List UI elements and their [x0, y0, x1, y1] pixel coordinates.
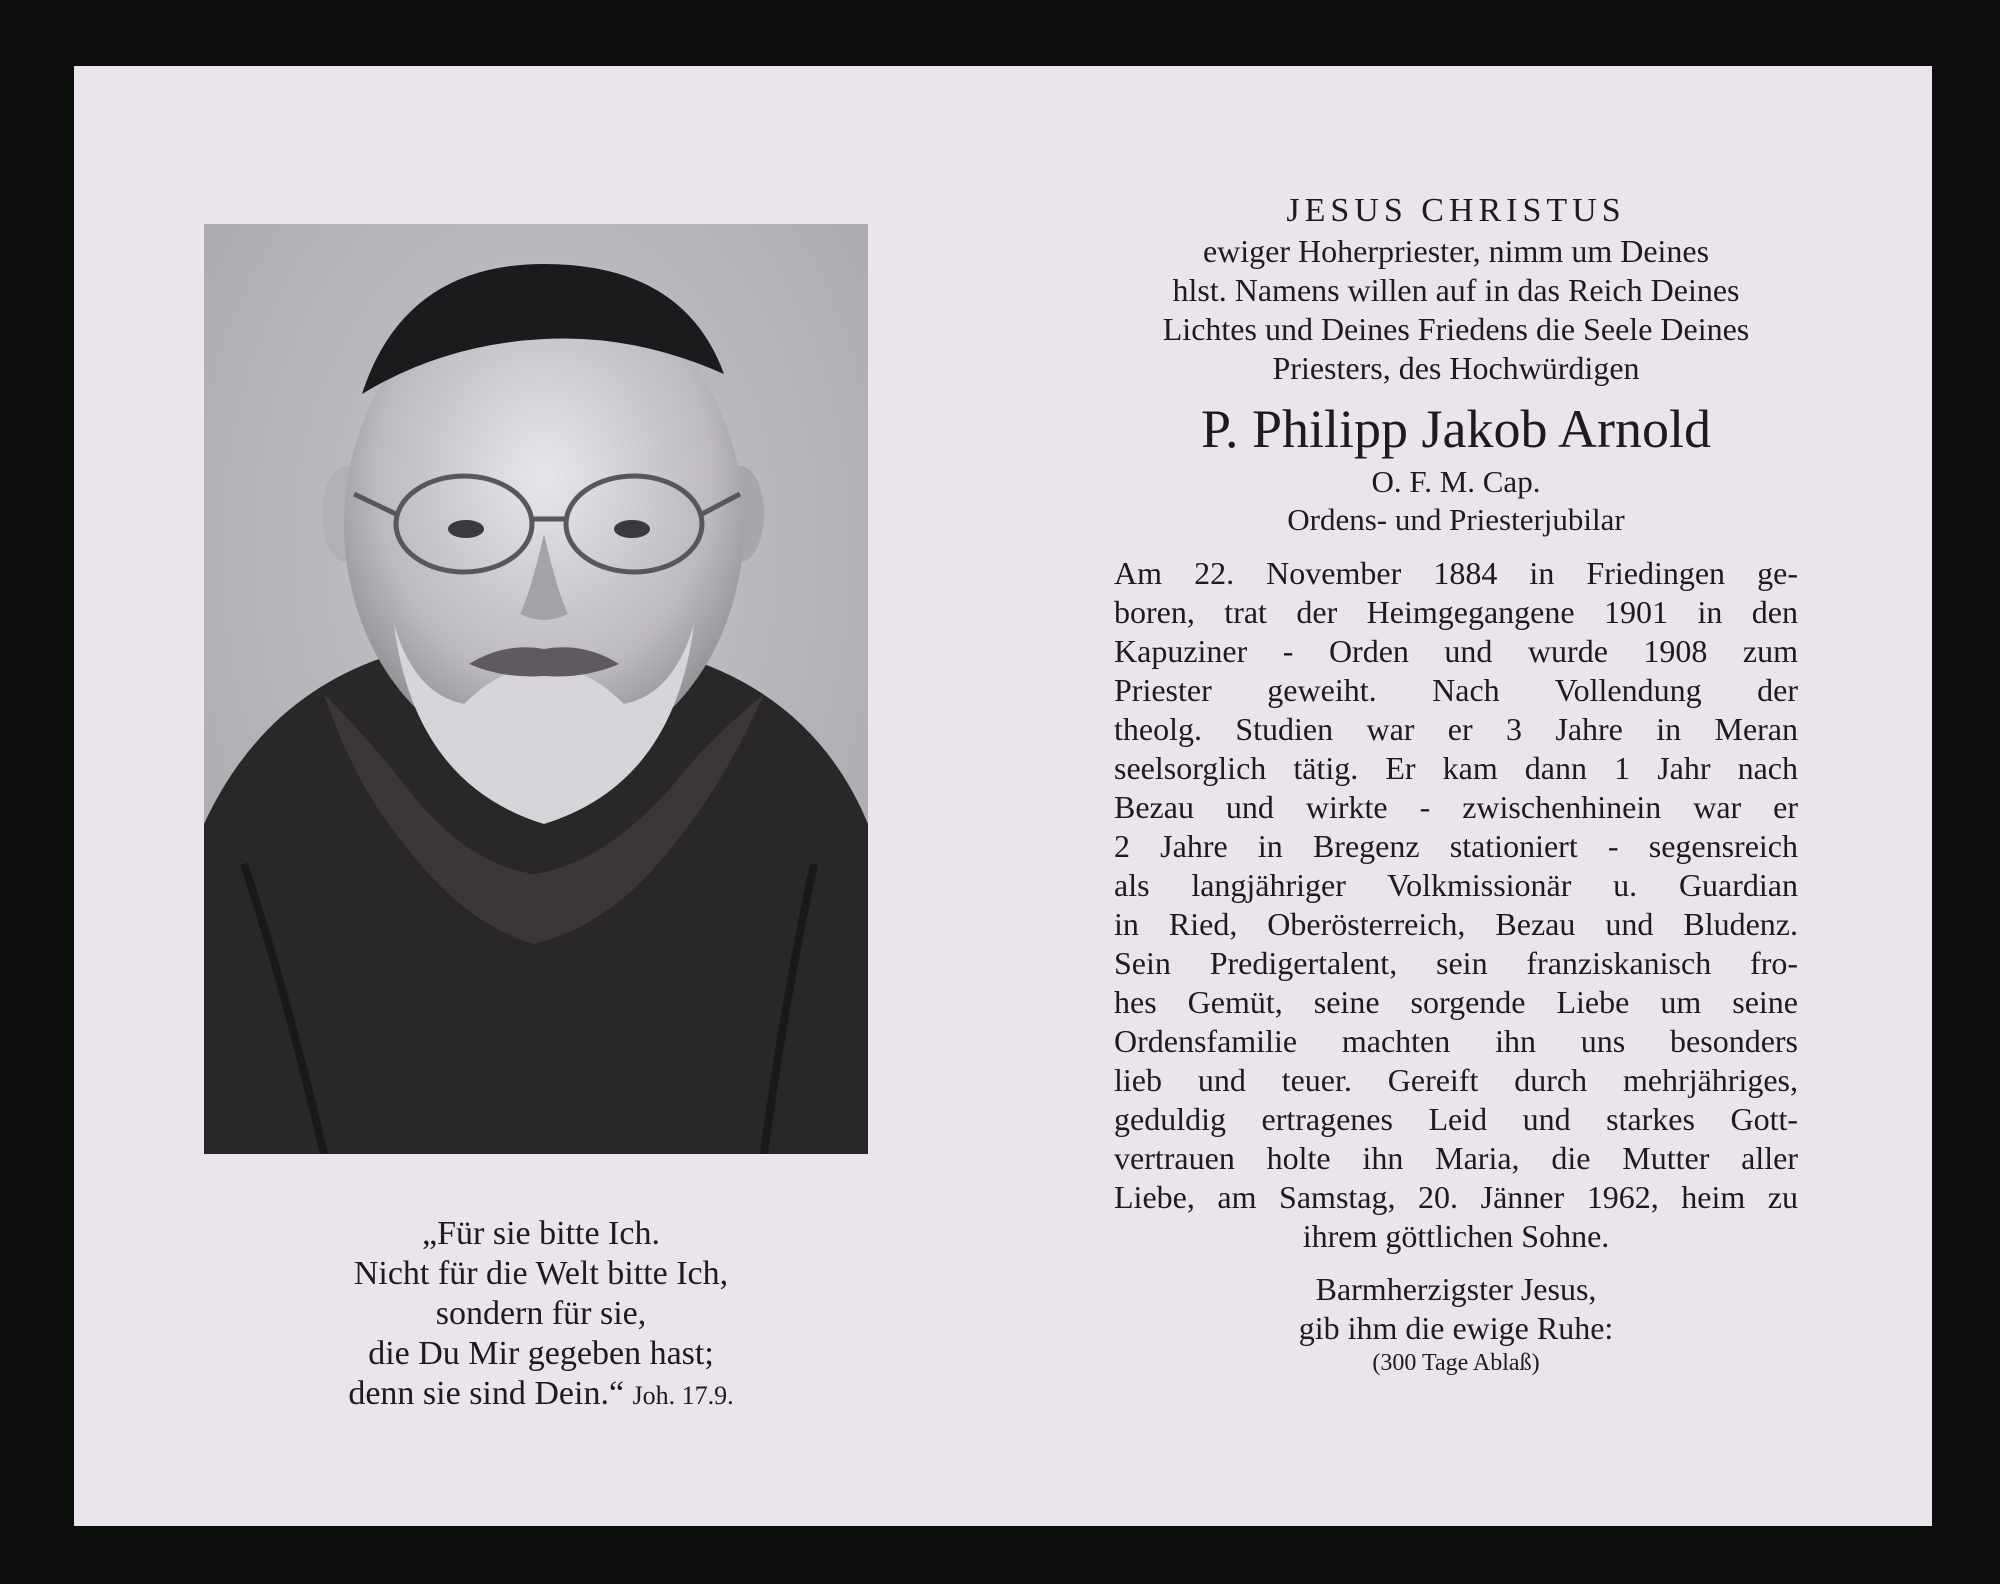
portrait-photo-icon — [204, 224, 868, 1154]
card-heading: JESUS CHRISTUS — [1286, 192, 1626, 229]
biography — [1114, 554, 1798, 1256]
quote-line: Nicht für die Welt bitte Ich, — [353, 1255, 729, 1292]
quote-line: die Du Mir gegeben hast; — [368, 1335, 714, 1372]
bio-line: hes Gemüt, seine sorgende Liebe um seine — [1114, 984, 1798, 1020]
order-abbreviation: O. F. M. Cap. — [1371, 464, 1541, 499]
quote-last-line — [184, 1374, 898, 1416]
bio-line: als langjähriger Volkmissionär u. Guardian — [1114, 867, 1798, 903]
intro-text — [1114, 232, 1798, 388]
bio-line: geduldig ertragenes Leid und starkes Gott- — [1114, 1101, 1798, 1137]
obituary-text — [1114, 190, 1798, 1378]
bio-line: Sein Predigertalent, sein franziskanisch fro- — [1114, 945, 1798, 981]
bio-line: Am 22. November 1884 in Friedingen ge- — [1114, 555, 1798, 591]
bio-line: 2 Jahre in Bregenz stationiert - segensreich — [1114, 828, 1798, 864]
intro-line: Lichtes und Deines Friedens die Seele Deines — [1162, 311, 1750, 347]
prayer-line: Barmherzigster Jesus, — [1315, 1271, 1597, 1307]
memorial-card — [74, 66, 1932, 1526]
indulgence-note: (300 Tage Ablaß) — [1372, 1350, 1540, 1376]
bible-quote — [184, 1214, 898, 1416]
bio-line: Bezau und wirkte - zwischenhinein war er — [1114, 789, 1798, 825]
quote-reference: Joh. 17.9. — [632, 1381, 734, 1410]
bio-line: vertrauen holte ihn Maria, die Mutter aller — [1114, 1140, 1798, 1176]
bio-line: in Ried, Oberösterreich, Bezau und Bludenz. — [1114, 906, 1798, 942]
intro-line: ewiger Hoherpriester, nimm um Deines — [1202, 233, 1710, 269]
bio-line: lieb und teuer. Gereift durch mehrjähriges, — [1114, 1062, 1798, 1098]
bio-line: boren, trat der Heimgegangene 1901 in den — [1114, 594, 1798, 630]
intro-line: hlst. Namens willen auf in das Reich Deines — [1172, 272, 1740, 308]
portrait-photo — [204, 224, 868, 1154]
bio-line: Priester geweiht. Nach Vollendung der — [1114, 672, 1798, 708]
jubilar-title: Ordens- und Priesterjubilar — [1287, 502, 1625, 537]
closing-prayer — [1114, 1270, 1798, 1348]
prayer-line: gib ihm die ewige Ruhe: — [1298, 1310, 1614, 1346]
bio-line: theolg. Studien war er 3 Jahre in Meran — [1114, 711, 1798, 747]
quote-line: denn sie sind Dein.“ — [348, 1375, 625, 1412]
bio-line: Ordensfamilie machten ihn uns besonders — [1114, 1023, 1798, 1059]
quote-line: sondern für sie, — [435, 1295, 647, 1332]
bio-line: Liebe, am Samstag, 20. Jänner 1962, heim zu — [1114, 1179, 1798, 1215]
bio-line: ihrem göttlichen Sohne. — [1302, 1218, 1610, 1254]
bio-line: Kapuziner - Orden und wurde 1908 zum — [1114, 633, 1798, 669]
deceased-name: P. Philipp Jakob Arnold — [1200, 399, 1712, 459]
intro-line: Priesters, des Hochwürdigen — [1272, 350, 1640, 386]
bio-line: seelsorglich tätig. Er kam dann 1 Jahr nach — [1114, 750, 1798, 786]
quote-line: „Für sie bitte Ich. — [422, 1215, 660, 1252]
